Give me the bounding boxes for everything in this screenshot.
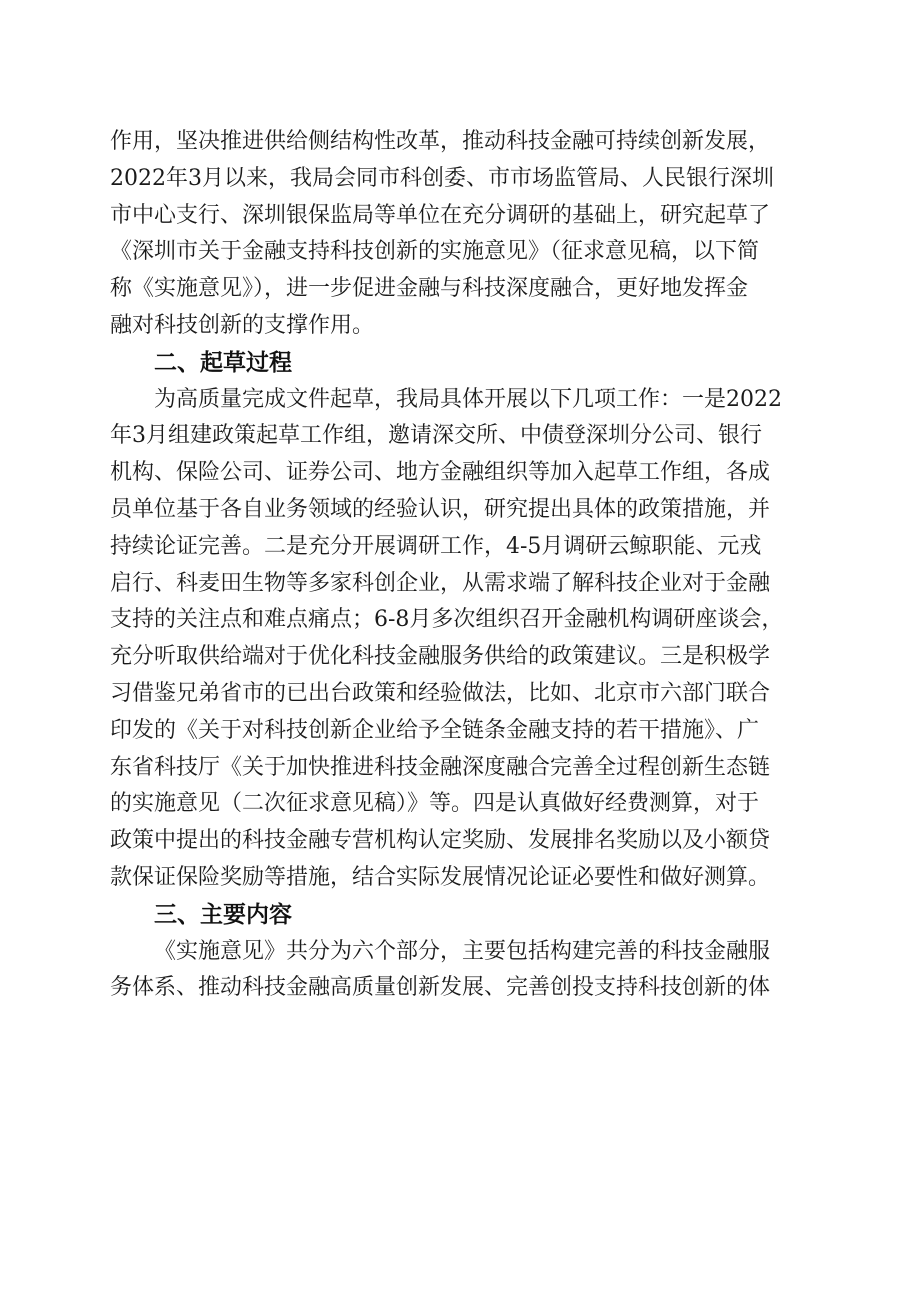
paragraph-line: 支持的关注点和难点痛点；6-8月多次组织召开金融机构调研座谈会， (110, 607, 784, 633)
paragraph-line: 印发的《关于对科技创新企业给予全链条金融支持的若干措施》、广 (110, 717, 760, 743)
paragraph-line: 机构、保险公司、证券公司、地方金融组织等加入起草工作组，各成 (110, 460, 771, 486)
paragraph-line: 称《实施意见》），进一步促进金融与科技深度融合，更好地发挥金 (110, 276, 749, 302)
paragraph-line: 《实施意见》共分为六个部分，主要包括构建完善的科技金融服 (154, 938, 771, 964)
paragraph-line: 启行、科麦田生物等多家科创企业，从需求端了解科技企业对于金融 (110, 570, 771, 596)
paragraph-line: 年3月组建政策起草工作组，邀请深交所、中债登深圳分公司、银行 (110, 423, 762, 449)
paragraph-line: 务体系、推动科技金融高质量创新发展、完善创投支持科技创新的体 (110, 975, 771, 1001)
document-body (110, 124, 830, 1007)
paragraph-line: 融对科技创新的支撑作用。 (110, 312, 375, 338)
paragraph-line: 市中心支行、深圳银保监局等单位在充分调研的基础上，研究起草了 (110, 202, 771, 228)
paragraph-line: 员单位基于各自业务领域的经验认识，研究提出具体的政策措施，并 (110, 496, 771, 522)
paragraph-line: 款保证保险奖励等措施，结合实际发展情况论证必要性和做好测算。 (110, 864, 771, 890)
paragraph-line: 充分听取供给端对于优化科技金融服务供给的政策建议。三是积极学 (110, 644, 771, 670)
paragraph-line: 为高质量完成文件起草，我局具体开展以下几项工作：一是2022 (154, 386, 782, 412)
section-heading: 三、主要内容 (154, 901, 292, 928)
section-heading: 二、起草过程 (154, 349, 292, 376)
paragraph-line: 持续论证完善。二是充分开展调研工作，4-5月调研云鲸职能、元戎 (110, 533, 762, 559)
paragraph-line: 2022年3月以来，我局会同市科创委、市市场监管局、人民银行深圳 (110, 165, 774, 191)
paragraph-line: 东省科技厅《关于加快推进科技金融深度融合完善全过程创新生态链 (110, 754, 771, 780)
paragraph-line: 《深圳市关于金融支持科技创新的实施意见》（征求意见稿，以下简 (110, 239, 760, 265)
paragraph-line: 的实施意见（二次征求意见稿）》等。四是认真做好经费测算，对于 (110, 791, 760, 817)
paragraph-line: 作用，坚决推进供给侧结构性改革，推动科技金融可持续创新发展， (110, 129, 771, 154)
paragraph-line: 政策中提出的科技金融专营机构认定奖励、发展排名奖励以及小额贷 (110, 828, 771, 854)
paragraph-line: 习借鉴兄弟省市的已出台政策和经验做法，比如、北京市六部门联合 (110, 680, 771, 706)
